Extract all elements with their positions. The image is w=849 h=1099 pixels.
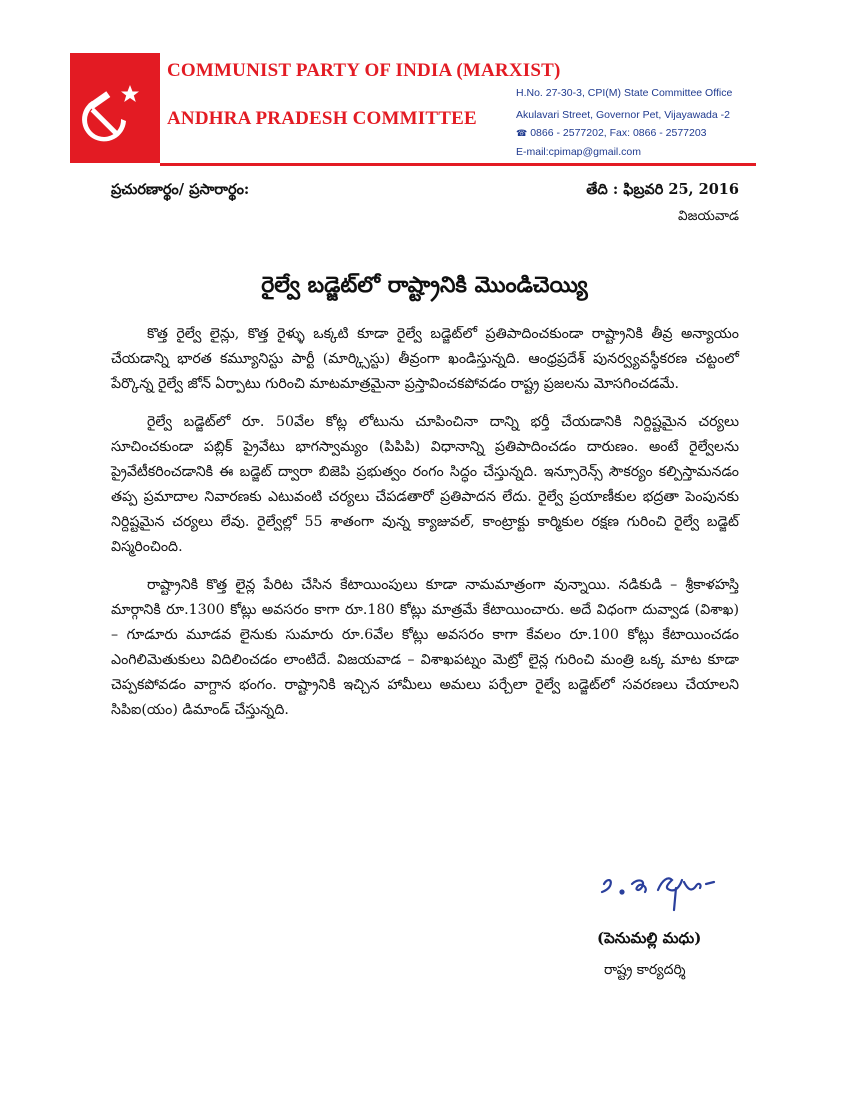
email-line: E-mail:cpimap@gmail.com [516, 146, 642, 158]
paragraph: కొత్త రైల్వే లైన్లు, కొత్త రైళ్ళు ఒక్కటి కూడా రైల్వే బడ్జెట్‌లో ప్రతిపాదించకుండా రాష్ట్రానికి తీవ్ర అన్యాయం చేయడాన్ని భారత కమ్యూనిస్టు పార్టీ (మార్క్సిస్టు) తీవ్రంగా ఖండిస్తున్నది. ఆంధ్రప్రదేశ్ పునర్వ్యవస్థీకరణ చట్టంలో పేర్కొన్న రైల్వే జోన్ ఏర్పాటు గురించి మాటమాత్రమైనా ప్రస్తావించకపోవడం రాష్ట్ర ప్రజలను మోసగించడమే. [111, 326, 739, 392]
hammer-sickle-star-icon [82, 83, 148, 143]
address-line-2: Akulavari Street, Governor Pet, Vijayawada -2 [516, 109, 730, 121]
release-date: తేది : ఫిబ్రవరి 25, 2016 [586, 181, 739, 198]
release-label: ప్రచురణార్థం/ ప్రసారార్థం: [111, 181, 250, 198]
party-logo [70, 53, 160, 163]
letterhead-divider [160, 163, 756, 166]
release-place: విజయవాడ [678, 208, 739, 224]
address-line-1: H.No. 27-30-3, CPI(M) State Committee Office [516, 87, 733, 99]
paragraph: రాష్ట్రానికి కొత్త లైన్ల పేరిట చేసిన కేటాయింపులు కూడా నామమాత్రంగా వున్నాయి. నడికుడి – శ్రీకాళహస్తి మార్గానికి రూ.1300 కోట్లు అవసరం కాగా రూ.180 కోట్లు మాత్రమే కేటాయించారు. అదే విధంగా దువ్వాడ (విశాఖ) – గూడూరు మూడవ లైనుకు సుమారు రూ.6వేల కోట్లు అవసరం కాగా కేవలం రూ.100 కోట్లు కేటాయించడం ఎంగిలిమెతుకులు విదిలించడం లాంటిదే. విజయవాడ – విశాఖపట్నం మెట్రో లైన్ల గురించి మంత్రి ఒక్క మాట కూడా చెప్పకపోవడం వాగ్దాన భంగం. రాష్ట్రానికి ఇచ్చిన హామీలు అమలు పర్చేలా రైల్వే బడ్జెట్‌లో సవరణలు చేయాలని సిపిఐ(యం) డిమాండ్ చేస్తున్నది. [111, 577, 739, 718]
phone-numbers: 0866 - 2577202, Fax: 0866 - 2577203 [530, 127, 707, 139]
party-name: COMMUNIST PARTY OF INDIA (MARXIST) [167, 60, 561, 81]
press-headline: రైల్వే బడ్జెట్‌లో రాష్ట్రానికి మొండిచెయ్యి [261, 272, 588, 298]
handwritten-signature-icon [598, 870, 718, 924]
telephone-icon: ☎ [516, 128, 528, 138]
paragraph: రైల్వే బడ్జెట్‌లో రూ. 50వేల కోట్ల లోటును చూపించినా దాన్ని భర్తీ చేయడానికి నిర్దిష్టమైన చర్యలు సూచించకుండా పబ్లిక్ ప్రైవేటు భాగస్వామ్యం (పిపిపి) విధానాన్ని ప్రతిపాదించడం దారుణం. అంటే రైల్వేలను ప్రైవేటీకరించడానికి ఈ బడ్జెట్ ద్వారా బిజెపి ప్రభుత్వం రంగం సిద్ధం చేస్తున్నది. ఇన్సూరెన్స్ సౌకర్యం కల్పిస్తామనడం తప్ప ప్రమాదాల నివారణకు ఎటువంటి చర్యలు చేపడతారో ప్రతిపాదన లేదు. రైల్వే ప్రయాణీకుల భద్రతా పెంపునకు నిర్దిష్టమైన చర్యలు లేవు. రైల్వేల్లో 55 శాతంగా వున్న క్యాజువల్, కాంట్రాక్టు కార్మికుల రక్షణ గురించి రైల్వే బడ్జెట్ విస్మరించింది. [111, 414, 739, 555]
phone-line [516, 127, 707, 139]
signatory-title: రాష్ట్ర కార్యదర్శి [604, 962, 686, 978]
committee-name: ANDHRA PRADESH COMMITTEE [167, 108, 477, 129]
press-body [111, 322, 739, 736]
signatory-name: (పెనుమల్లి మధు) [597, 929, 702, 947]
